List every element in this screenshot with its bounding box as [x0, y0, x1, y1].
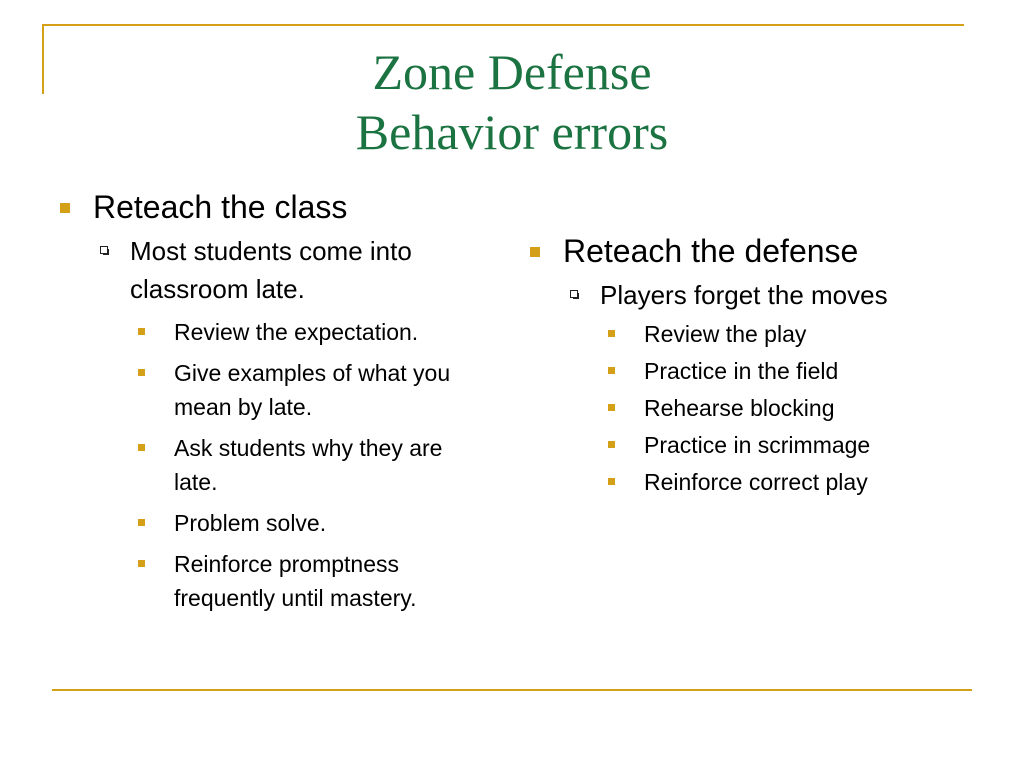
- right-list-item-text: Reinforce correct play: [644, 469, 868, 495]
- square-bullet-icon: [138, 519, 145, 526]
- left-list-item-text: Review the expectation.: [174, 319, 419, 345]
- right-list-item: [608, 354, 1000, 388]
- right-heading-item: [530, 230, 1000, 272]
- hollow-square-bullet-icon: [100, 246, 108, 254]
- square-bullet-icon: [608, 330, 615, 337]
- square-bullet-icon: [530, 247, 540, 257]
- right-heading: Reteach the defense: [563, 233, 859, 269]
- square-bullet-icon: [608, 478, 615, 485]
- right-list-item: [608, 428, 1000, 462]
- left-sub-item: [100, 232, 500, 308]
- left-list-item-text: Reinforce promptness frequently until mastery.: [174, 551, 417, 611]
- right-list-item-text: Review the play: [644, 321, 807, 347]
- left-list-item: [138, 547, 498, 615]
- bottom-gold-rule: [52, 689, 972, 691]
- square-bullet-icon: [138, 560, 145, 567]
- right-list-item: [608, 391, 1000, 425]
- left-column: [60, 186, 500, 615]
- square-bullet-icon: [60, 203, 70, 213]
- right-column: [530, 230, 1000, 499]
- square-bullet-icon: [138, 444, 145, 451]
- left-list-item: [138, 315, 498, 349]
- title-line-1: Zone Defense: [372, 44, 652, 100]
- left-list-item: [138, 506, 498, 540]
- square-bullet-icon: [138, 369, 145, 376]
- right-list-item-text: Rehearse blocking: [644, 395, 835, 421]
- right-list-item-text: Practice in scrimmage: [644, 432, 871, 458]
- left-heading-item: [60, 186, 500, 228]
- top-gold-rule: [42, 24, 964, 26]
- square-bullet-icon: [608, 441, 615, 448]
- square-bullet-icon: [608, 367, 615, 374]
- left-list-item-text: Ask students why they are late.: [174, 435, 443, 495]
- left-sub-text: Most students come into classroom late.: [130, 236, 412, 304]
- left-list-item-text: Give examples of what you mean by late.: [174, 360, 451, 420]
- title-line-2: Behavior errors: [355, 104, 669, 160]
- square-bullet-icon: [138, 328, 145, 335]
- left-list-item: [138, 356, 478, 424]
- square-bullet-icon: [608, 404, 615, 411]
- right-list-item-text: Practice in the field: [644, 358, 839, 384]
- right-sub-text: Players forget the moves: [600, 280, 888, 310]
- right-list-item: [608, 465, 1000, 499]
- left-list-item-text: Problem solve.: [174, 510, 327, 536]
- left-list-item: [138, 431, 478, 499]
- right-sub-item: [570, 276, 1000, 314]
- right-list-item: [608, 317, 1000, 351]
- left-heading: Reteach the class: [93, 189, 348, 225]
- slide-title: [0, 42, 1024, 162]
- hollow-square-bullet-icon: [570, 290, 578, 298]
